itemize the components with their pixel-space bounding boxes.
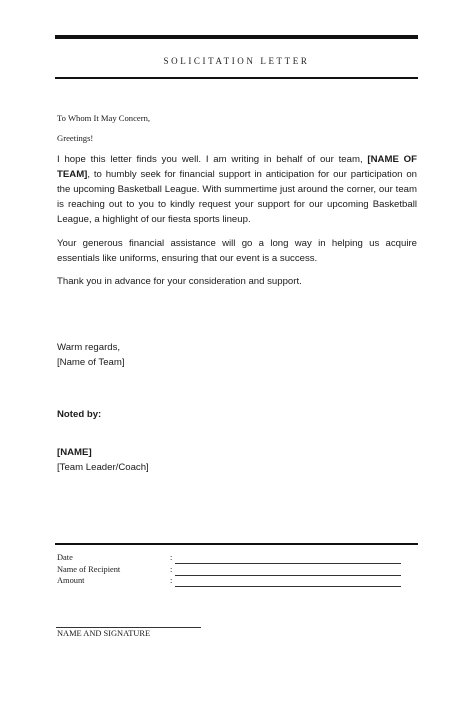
paragraph-intro-start: I hope this letter finds you well. I am writing in behalf of our team, (57, 154, 368, 165)
form-label-recipient: Name of Recipient (57, 565, 121, 574)
team-name-placeholder: [NAME OF TEAM] (57, 154, 417, 180)
paragraph-thanks: Thank you in advance for your consideration and support. (57, 276, 302, 287)
form-colon-date: : (170, 553, 173, 562)
recipient-field-line[interactable] (175, 575, 401, 576)
form-colon-recipient: : (170, 565, 173, 574)
header-top-rule (55, 35, 418, 39)
form-label-amount: Amount (57, 576, 85, 585)
salutation: To Whom It May Concern, (57, 113, 151, 123)
noted-by-text: Noted by: (57, 409, 102, 420)
closing: Warm regards, (57, 342, 121, 353)
signatory-name-text: [NAME] (57, 447, 92, 458)
amount-field-line[interactable] (175, 586, 401, 587)
form-colon-amount: : (170, 576, 173, 585)
signatory-name (57, 445, 417, 460)
form-label-date: Date (57, 553, 73, 562)
signatory-role: [Team Leader/Coach] (57, 462, 149, 473)
closing-team-placeholder: [Name of Team] (57, 357, 125, 368)
paragraph-intro-rest: , to humbly seek for financial support in anticipation for our participation on the upcoming Basketball League. With summertime just around the corner, our team is reaching out to you to kindly request your support for our upcoming Basketball League, a highlight of our fiesta sports lineup. (57, 169, 417, 225)
paragraph-assistance: Your generous financial assistance will go a long way in helping us acquire essentials like uniforms, ensuring that our event is a success. (57, 238, 417, 264)
greeting: Greetings! (57, 133, 94, 143)
letter-title: SOLICITATION LETTER (163, 56, 310, 66)
signature-line[interactable] (56, 627, 201, 628)
date-field-line[interactable] (175, 563, 401, 564)
form-top-rule (55, 543, 418, 545)
noted-by-label (57, 407, 417, 422)
paragraph-intro (57, 152, 417, 227)
signature-label: NAME AND SIGNATURE (57, 629, 151, 638)
header-bottom-rule (55, 77, 418, 79)
